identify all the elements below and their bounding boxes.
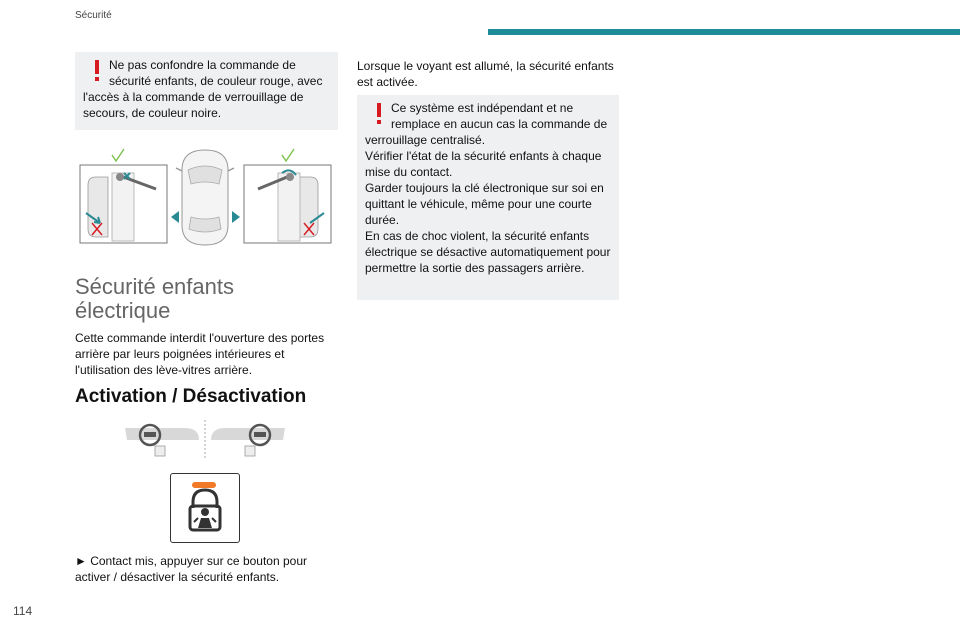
exclamation-icon (371, 100, 387, 124)
steering-illustration (120, 418, 290, 463)
warning-line-4: En cas de choc violent, la sécurité enfants électrique se désactive automatiquement pour permettre la sortie des passagers arrière. (365, 229, 611, 275)
warning-text-left: Ne pas confondre la commande de sécurité enfants, de couleur rouge, avec l'accès à la commande de verrouillage de secours, de couleur noire. (83, 58, 323, 120)
section-title: Sécurité (75, 10, 112, 21)
warning-line-1: Ce système est indépendant et ne remplace en aucun cas la commande de verrouillage centralisé. (365, 101, 608, 147)
instruction-text: ► Contact mis, appuyer sur ce bouton pour activer / désactiver la sécurité enfants. (75, 554, 307, 584)
intro-paragraph: Cette commande interdit l'ouverture des portes arrière par leurs poignées intérieures et l'utilisation des lève-vitres arrière. (75, 331, 325, 377)
page-number: 114 (13, 604, 33, 618)
warning-note-right (357, 95, 619, 300)
exclamation-icon (89, 57, 105, 81)
door-lock-illustration (78, 145, 333, 247)
steering-wheel-icon (120, 418, 290, 463)
warning-note-left (75, 52, 338, 130)
status-paragraph: Lorsque le voyant est allumé, la sécurité enfants est activée. (357, 59, 614, 89)
child-lock-icon (171, 474, 239, 542)
warning-line-3: Garder toujours la clé électronique sur soi en quittant le véhicule, même pour une courte durée. (365, 181, 604, 227)
warning-line-2: Vérifier l'état de la sécurité enfants à chaque mise du contact. (365, 149, 602, 179)
header-accent-rule (488, 29, 960, 35)
door-lock-diagram (78, 145, 333, 247)
subheading: Activation / Désactivation (75, 386, 307, 407)
section-heading: Sécurité enfants électrique (75, 274, 234, 323)
child-lock-button[interactable] (170, 473, 240, 543)
